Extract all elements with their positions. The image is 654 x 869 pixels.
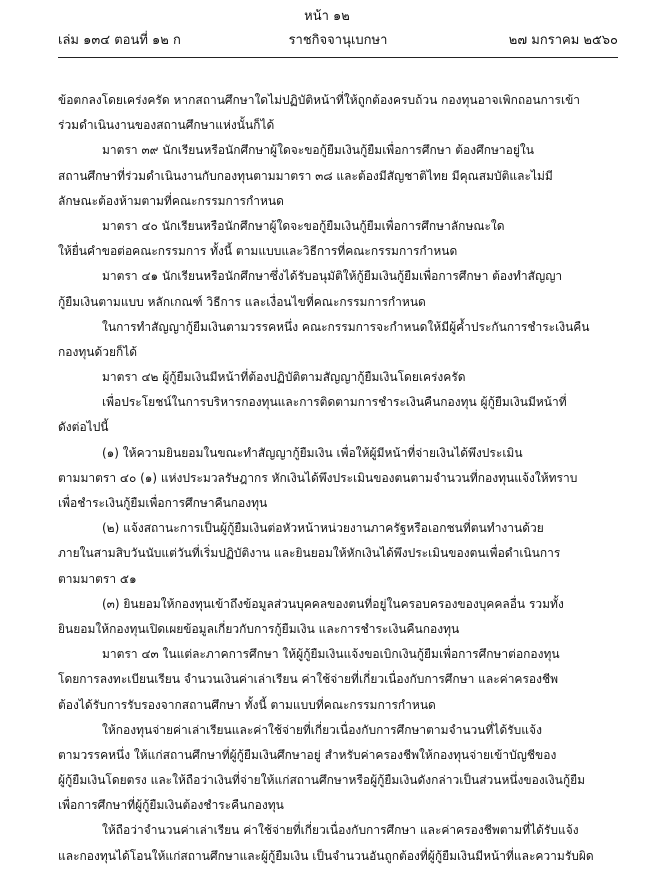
text-line: มาตรา ๔๓ ในแต่ละภาคการศึกษา ให้ผู้กู้ยืมเงินแจ้งขอเบิกเงินกู้ยืมเพื่อการศึกษาต่อกองทุน xyxy=(102,647,560,662)
publication-date: ๒๗ มกราคม ๒๕๖๐ xyxy=(508,33,618,48)
text-line: กู้ยืมเงินตามแบบ หลักเกณฑ์ วิธีการ และเงื่อนไขที่คณะกรรมการกำหนด xyxy=(58,294,426,309)
section-42-item-2 xyxy=(58,516,618,592)
text-line: ตามมาตรา ๕๑ xyxy=(58,571,137,586)
text-line: ในการทำสัญญากู้ยืมเงินตามวรรคหนึ่ง คณะกรรมการจะกำหนดให้มีผู้ค้ำประกันการชำระเงินคืน xyxy=(102,319,590,334)
text-line: ให้กองทุนจ่ายค่าเล่าเรียนและค่าใช้จ่ายที่เกี่ยวเนื่องกับการศึกษาตามจำนวนที่ได้รับแจ้ง xyxy=(102,722,542,737)
text-line: กองทุนด้วยก็ได้ xyxy=(58,344,138,359)
header-rule xyxy=(58,57,618,58)
section-43-paragraph-2 xyxy=(58,718,618,819)
text-line: (๒) แจ้งสถานะการเป็นผู้กู้ยืมเงินต่อหัวหน้าหน่วยงานภาครัฐหรือเอกชนที่ตนทำงานด้วย xyxy=(102,521,544,536)
text-line: เพื่อชำระเงินกู้ยืมเพื่อการศึกษาคืนกองทุน xyxy=(58,496,268,510)
text-line: มาตรา ๔๐ นักเรียนหรือนักศึกษาผู้ใดจะขอกู้ยืมเงินกู้ยืมเพื่อการศึกษาลักษณะใด xyxy=(102,218,505,233)
text-line: เพื่อการศึกษาที่ผู้กู้ยืมเงินต้องชำระคืนกองทุน xyxy=(58,798,284,813)
text-line: โดยการลงทะเบียนเรียน จำนวนเงินค่าเล่าเรียน ค่าใช้จ่ายที่เกี่ยวเนื่องกับการศึกษา และค่าครองชีพ xyxy=(58,672,559,687)
section-43-paragraph-3 xyxy=(58,818,618,868)
paragraph-continuation xyxy=(58,88,618,138)
running-header xyxy=(58,30,618,52)
text-line: มาตรา ๓๙ นักเรียนหรือนักศึกษาผู้ใดจะขอกู้ยืมเงินกู้ยืมเพื่อการศึกษา ต้องศึกษาอยู่ใน xyxy=(102,143,534,158)
section-42-item-3 xyxy=(58,592,618,642)
section-41-paragraph-2 xyxy=(58,315,618,365)
text-line: มาตรา ๔๑ นักเรียนหรือนักศึกษาซึ่งได้รับอนุมัติให้กู้ยืมเงินกู้ยืมเพื่อการศึกษา ต้องทำสัญญา xyxy=(102,269,563,284)
text-line: ผู้กู้ยืมเงินโดยตรง และให้ถือว่าเงินที่จ่ายให้แก่สถานศึกษาหรือผู้กู้ยืมเงินดังกล่าวเป็นส่วนหนึ่งของเงินกู้ยืม xyxy=(58,773,586,788)
text-line: และกองทุนได้โอนให้แก่สถานศึกษาและผู้กู้ยืมเงิน เป็นจำนวนอันถูกต้องที่ผู้กู้ยืมเงินมีหน้าที่และความรับผิด xyxy=(58,848,594,863)
text-line: ร่วมดำเนินงานของสถานศึกษาแห่งนั้นก็ได้ xyxy=(58,118,275,133)
text-line: ภายในสามสิบวันนับแต่วันที่เริ่มปฏิบัติงาน และยินยอมให้หักเงินได้พึงประเมินของตนเพื่อดำเนินการ xyxy=(58,546,561,561)
text-line: ให้ถือว่าจำนวนค่าเล่าเรียน ค่าใช้จ่ายที่เกี่ยวเนื่องกับการศึกษา และค่าครองชีพตามที่ได้รับแจ้ง xyxy=(102,823,579,838)
publication-title: ราชกิจจานุเบกษา xyxy=(288,33,388,48)
text-line: (๓) ยินยอมให้กองทุนเข้าถึงข้อมูลส่วนบุคคลของตนที่อยู่ในครอบครองของบุคคลอื่น รวมทั้ง xyxy=(102,596,564,611)
section-42-item-1 xyxy=(58,441,618,517)
section-42-paragraph-2 xyxy=(58,390,618,440)
section-41 xyxy=(58,264,618,314)
page-number: หน้า ๑๒ xyxy=(304,9,350,24)
text-line: ต้องได้รับการรับรองจากสถานศึกษา ทั้งนี้ ตามแบบที่คณะกรรมการกำหนด xyxy=(58,697,436,712)
volume-issue: เล่ม ๑๓๔ ตอนที่ ๑๒ ก xyxy=(58,33,181,48)
text-line: (๑) ให้ความยินยอมในขณะทำสัญญากู้ยืมเงิน เพื่อให้ผู้มีหน้าที่จ่ายเงินได้พึงประเมิน xyxy=(102,445,523,460)
text-line: ตามวรรคหนึ่ง ให้แก่สถานศึกษาที่ผู้กู้ยืมเงินศึกษาอยู่ สำหรับค่าครองชีพให้กองทุนจ่ายเข้าบัญชีของ xyxy=(58,747,557,762)
text-line: ข้อตกลงโดยเคร่งครัด หากสถานศึกษาใดไม่ปฏิบัติหน้าที่ให้ถูกต้องครบถ้วน กองทุนอาจเพิกถอนการเข้า xyxy=(58,93,581,107)
section-43 xyxy=(58,642,618,718)
text-line: สถานศึกษาที่ร่วมดำเนินงานกับกองทุนตามมาตรา ๓๘ และต้องมีสัญชาติไทย มีคุณสมบัติและไม่มี xyxy=(58,168,553,183)
text-line: ยินยอมให้กองทุนเปิดเผยข้อมูลเกี่ยวกับการกู้ยืมเงิน และการชำระเงินคืนกองทุน xyxy=(58,621,460,636)
text-line: ตามมาตรา ๔๐ (๑) แห่งประมวลรัษฎากร หักเงินได้พึงประเมินของตนตามจำนวนที่กองทุนแจ้งให้ทราบ xyxy=(58,470,578,485)
text-line: เพื่อประโยชน์ในการบริหารกองทุนและการติดตามการชำระเงินคืนกองทุน ผู้กู้ยืมเงินมีหน้าที่ xyxy=(102,395,567,410)
section-42 xyxy=(58,365,618,390)
text-line: ให้ยื่นคำขอต่อคณะกรรมการ ทั้งนี้ ตามแบบและวิธีการที่คณะกรรมการกำหนด xyxy=(58,244,458,259)
text-line: ดังต่อไปนี้ xyxy=(58,420,109,435)
section-40 xyxy=(58,214,618,264)
text-line: ลักษณะต้องห้ามตามที่คณะกรรมการกำหนด xyxy=(58,193,284,208)
body-text xyxy=(58,88,618,869)
text-line: มาตรา ๔๒ ผู้กู้ยืมเงินมีหน้าที่ต้องปฏิบัติตามสัญญากู้ยืมเงินโดยเคร่งครัด xyxy=(102,370,466,385)
section-39 xyxy=(58,138,618,214)
